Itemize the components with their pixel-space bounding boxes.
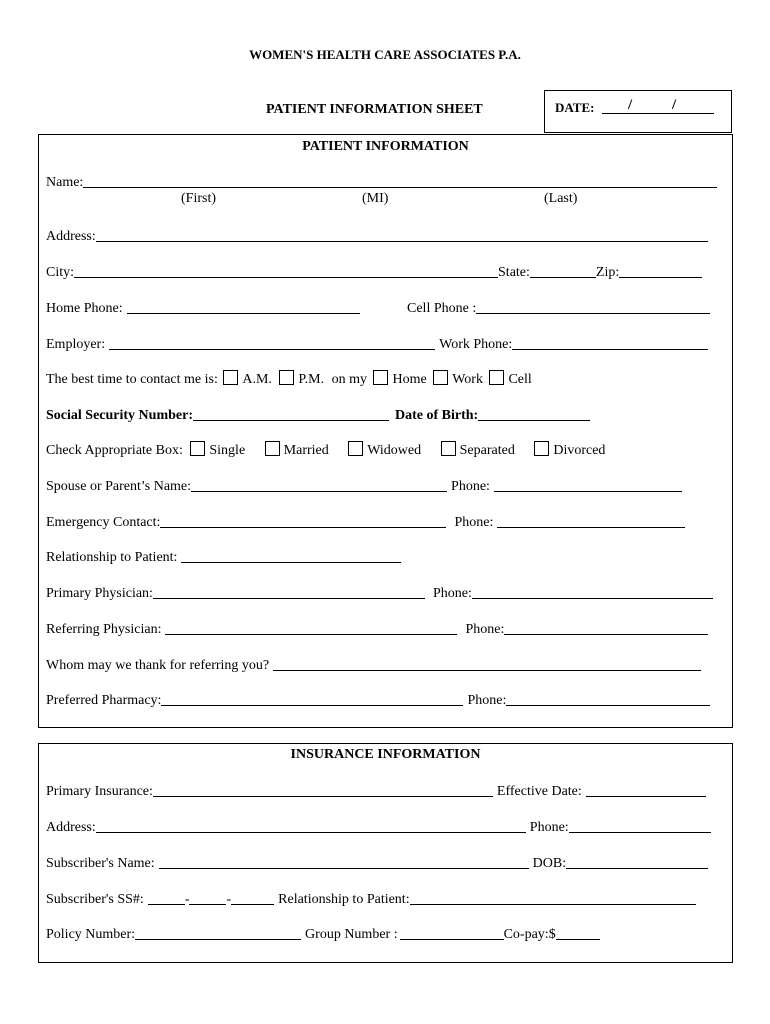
address-row bbox=[46, 227, 708, 247]
name-label: Name: bbox=[46, 175, 84, 190]
subscriber-ss-field-1[interactable] bbox=[148, 890, 185, 905]
state-field[interactable] bbox=[530, 263, 596, 278]
pm-label: P.M. bbox=[298, 372, 325, 387]
pharmacy-label: Preferred Pharmacy: bbox=[46, 693, 162, 708]
zip-field[interactable] bbox=[619, 263, 702, 278]
name-first-caption: (First) bbox=[181, 191, 216, 206]
home-phone-field[interactable] bbox=[127, 299, 360, 314]
subscriber-ss-field-3[interactable] bbox=[231, 890, 274, 905]
date-field[interactable] bbox=[602, 113, 714, 114]
subscriber-ss-label: Subscriber's SS#: bbox=[46, 892, 144, 907]
insurance-information-heading: INSURANCE INFORMATION bbox=[290, 747, 481, 762]
employer-field[interactable] bbox=[109, 335, 435, 350]
subscriber-name-row bbox=[46, 854, 708, 874]
primary-physician-phone-field[interactable] bbox=[472, 584, 713, 599]
cell-phone-field[interactable] bbox=[476, 299, 710, 314]
on-my-label: on my bbox=[331, 372, 367, 387]
pharmacy-phone-label: Phone: bbox=[467, 693, 507, 708]
home-phone-label: Home Phone: bbox=[46, 301, 123, 316]
spouse-row bbox=[46, 477, 682, 497]
cell-label: Cell bbox=[508, 372, 532, 387]
referral-thanks-label: Whom may we thank for referring you? bbox=[46, 658, 270, 673]
effective-date-label: Effective Date: bbox=[496, 784, 582, 799]
insurance-address-row bbox=[46, 818, 711, 838]
emergency-field[interactable] bbox=[160, 513, 446, 528]
emergency-phone-label: Phone: bbox=[454, 515, 494, 530]
pharmacy-field[interactable] bbox=[161, 691, 463, 706]
subscriber-relationship-label: Relationship to Patient: bbox=[278, 892, 410, 907]
am-checkbox[interactable] bbox=[223, 370, 238, 385]
ss-dash-1: - bbox=[184, 892, 190, 907]
primary-physician-row bbox=[46, 584, 713, 604]
relationship-field[interactable] bbox=[181, 548, 401, 563]
subscriber-relationship-field[interactable] bbox=[410, 890, 696, 905]
copay-label: Co-pay:$ bbox=[503, 927, 556, 942]
relationship-row bbox=[46, 548, 401, 568]
referral-thanks-field[interactable] bbox=[273, 656, 701, 671]
contact-time-label: The best time to contact me is: bbox=[46, 372, 218, 387]
insurance-information-panel bbox=[38, 743, 733, 963]
dob-field[interactable] bbox=[478, 406, 590, 421]
primary-insurance-label: Primary Insurance: bbox=[46, 784, 153, 799]
emergency-phone-field[interactable] bbox=[497, 513, 685, 528]
name-field[interactable] bbox=[83, 173, 717, 188]
sheet-title: PATIENT INFORMATION SHEET bbox=[266, 102, 483, 117]
primary-physician-phone-label: Phone: bbox=[432, 586, 472, 601]
widowed-label: Widowed bbox=[367, 443, 422, 458]
subscriber-name-label: Subscriber's Name: bbox=[46, 856, 155, 871]
separated-label: Separated bbox=[459, 443, 515, 458]
city-label: City: bbox=[46, 265, 75, 280]
insurance-phone-field[interactable] bbox=[569, 818, 711, 833]
group-number-label: Group Number : bbox=[305, 927, 398, 942]
am-label: A.M. bbox=[242, 372, 272, 387]
work-phone-field[interactable] bbox=[512, 335, 708, 350]
work-phone-label: Work Phone: bbox=[439, 337, 513, 352]
name-row bbox=[46, 173, 717, 193]
primary-insurance-row bbox=[46, 782, 706, 802]
work-checkbox[interactable] bbox=[433, 370, 448, 385]
spouse-phone-field[interactable] bbox=[494, 477, 682, 492]
patient-information-heading: PATIENT INFORMATION bbox=[302, 139, 469, 154]
divorced-label: Divorced bbox=[553, 443, 606, 458]
marital-status-row bbox=[46, 441, 605, 461]
spouse-field[interactable] bbox=[191, 477, 447, 492]
city-field[interactable] bbox=[74, 263, 498, 278]
city-row bbox=[46, 263, 702, 283]
referral-thanks-row bbox=[46, 656, 701, 676]
date-slash-1: / bbox=[628, 97, 633, 113]
widowed-checkbox[interactable] bbox=[348, 441, 363, 456]
work-label: Work bbox=[452, 372, 483, 387]
group-number-field[interactable] bbox=[400, 925, 504, 940]
home-label: Home bbox=[392, 372, 427, 387]
contact-time-row bbox=[46, 370, 532, 390]
primary-physician-label: Primary Physician: bbox=[46, 586, 153, 601]
policy-number-field[interactable] bbox=[135, 925, 301, 940]
home-phone-row bbox=[46, 299, 360, 319]
address-label: Address: bbox=[46, 229, 96, 244]
ssn-row bbox=[46, 406, 590, 426]
cell-checkbox[interactable] bbox=[489, 370, 504, 385]
spouse-label: Spouse or Parent’s Name: bbox=[46, 479, 192, 494]
emergency-label: Emergency Contact: bbox=[46, 515, 161, 530]
separated-checkbox[interactable] bbox=[441, 441, 456, 456]
single-label: Single bbox=[209, 443, 246, 458]
pm-checkbox[interactable] bbox=[279, 370, 294, 385]
copay-field[interactable] bbox=[556, 925, 600, 940]
ss-dash-2: - bbox=[226, 892, 232, 907]
check-box-label: Check Appropriate Box: bbox=[46, 443, 183, 458]
effective-date-field[interactable] bbox=[586, 782, 706, 797]
date-label: DATE: bbox=[555, 100, 595, 115]
primary-insurance-field[interactable] bbox=[153, 782, 493, 797]
referring-physician-phone-field[interactable] bbox=[504, 620, 708, 635]
referring-physician-field[interactable] bbox=[165, 620, 457, 635]
married-label: Married bbox=[283, 443, 329, 458]
patient-information-panel bbox=[38, 134, 733, 728]
single-checkbox[interactable] bbox=[190, 441, 205, 456]
married-checkbox[interactable] bbox=[265, 441, 280, 456]
subscriber-dob-field[interactable] bbox=[566, 854, 708, 869]
cell-phone-row bbox=[407, 299, 710, 319]
spouse-phone-label: Phone: bbox=[451, 479, 490, 494]
address-field[interactable] bbox=[96, 227, 708, 242]
home-checkbox[interactable] bbox=[373, 370, 388, 385]
date-box[interactable] bbox=[544, 90, 732, 133]
ssn-label: Social Security Number: bbox=[46, 408, 193, 423]
ssn-field[interactable] bbox=[193, 406, 389, 421]
subscriber-ss-row bbox=[46, 890, 696, 910]
dob-label: Date of Birth: bbox=[394, 408, 479, 423]
name-last-caption: (Last) bbox=[544, 191, 578, 206]
state-label: State: bbox=[498, 265, 530, 280]
cell-phone-label: Cell Phone : bbox=[407, 301, 477, 316]
relationship-label: Relationship to Patient: bbox=[46, 550, 178, 565]
pharmacy-phone-field[interactable] bbox=[506, 691, 710, 706]
policy-number-label: Policy Number: bbox=[46, 927, 136, 942]
subscriber-ss-field-2[interactable] bbox=[189, 890, 226, 905]
date-slash-2: / bbox=[672, 97, 677, 113]
referring-physician-phone-label: Phone: bbox=[465, 622, 505, 637]
subscriber-dob-label: DOB: bbox=[532, 856, 567, 871]
name-mi-caption: (MI) bbox=[362, 191, 389, 206]
org-title: WOMEN'S HEALTH CARE ASSOCIATES P.A. bbox=[249, 47, 521, 62]
subscriber-name-field[interactable] bbox=[159, 854, 529, 869]
divorced-checkbox[interactable] bbox=[534, 441, 549, 456]
employer-label: Employer: bbox=[46, 337, 106, 352]
zip-label: Zip: bbox=[595, 265, 620, 280]
emergency-row bbox=[46, 513, 685, 533]
insurance-address-label: Address: bbox=[46, 820, 96, 835]
insurance-phone-label: Phone: bbox=[529, 820, 569, 835]
pharmacy-row bbox=[46, 691, 710, 711]
referring-physician-label: Referring Physician: bbox=[46, 622, 162, 637]
policy-row bbox=[46, 925, 600, 945]
referring-physician-row bbox=[46, 620, 708, 640]
insurance-address-field[interactable] bbox=[96, 818, 526, 833]
employer-row bbox=[46, 335, 708, 355]
primary-physician-field[interactable] bbox=[153, 584, 425, 599]
